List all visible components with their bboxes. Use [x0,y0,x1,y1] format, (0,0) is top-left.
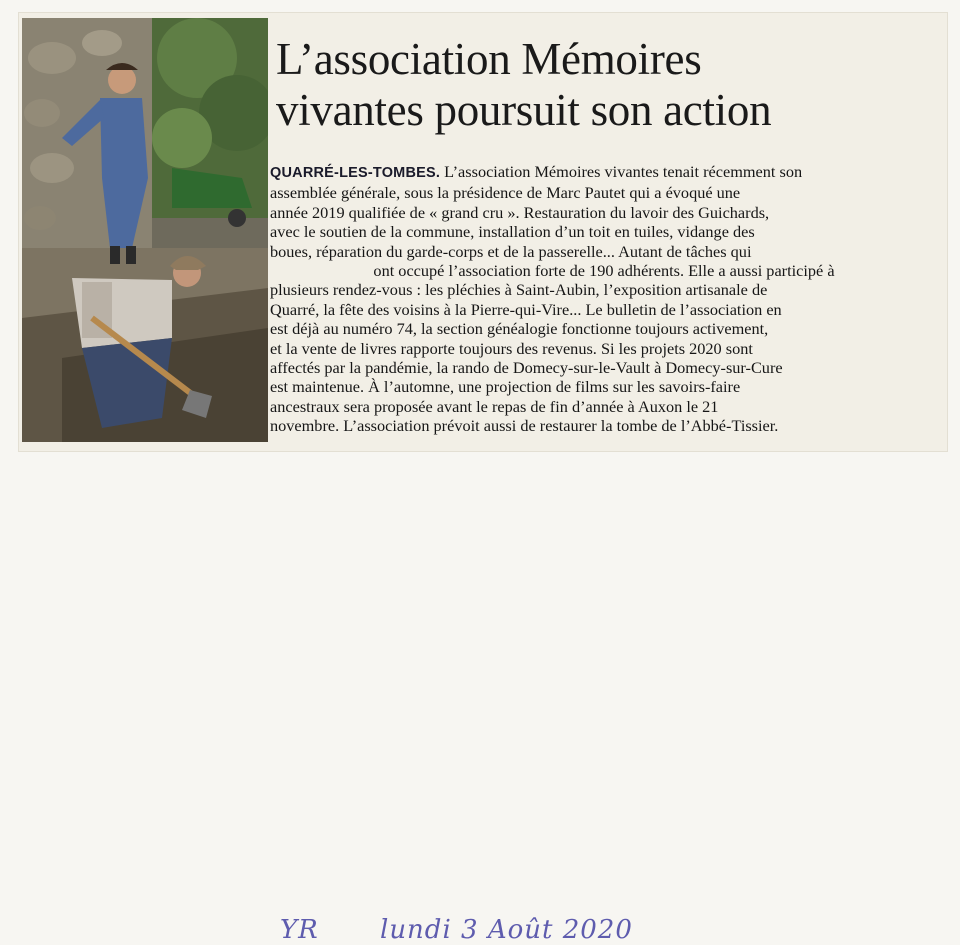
article-photo [22,18,268,442]
body-line: boues, réparation du garde-corps et de la passerelle... Autant de tâches qui [270,241,752,261]
body-line: assemblée générale, sous la présidence de Marc Pautet qui a évoqué une [270,183,741,203]
body-line [270,162,938,183]
handwritten-annotation [0,455,960,945]
handwritten-date: lundi 3 Août 2020 [380,915,633,945]
body-line: Quarré, la fête des voisins à la Pierre-qui-Vire... Le bulletin de l’association en [270,299,782,319]
newspaper-clipping [18,12,948,452]
body-line: affectés par la pandémie, la rando de Domecy-sur-le-Vault à Domecy-sur-Cure [270,358,783,378]
body-line: plusieurs rendez-vous : les pléchies à Saint-Aubin, l’exposition artisanale de [270,280,768,300]
article-body [270,162,938,436]
handwritten-source: YR [280,915,319,945]
body-line: novembre. L’association prévoit aussi de restaurer la tombe de l’Abbé-Tissier. [270,416,779,436]
photo-illustration [22,18,268,442]
body-line-text: L’association Mémoires vivantes tenait récemment son [444,162,803,181]
body-line: ancestraux sera proposée avant le repas de fin d’année à Auxon le 21 [270,396,719,416]
body-line: est déjà au numéro 74, la section généalogie fonctionne toujours activement, [270,319,769,339]
headline-line-2: vivantes poursuit son action [276,85,772,135]
dateline: QUARRÉ-LES-TOMBES. [270,165,441,181]
headline-line-1: L’association Mémoires [276,34,702,84]
body-line: année 2019 qualifiée de « grand cru ». Restauration du lavoir des Guichards, [270,202,770,222]
body-line: et la vente de livres rapporte toujours des revenus. Si les projets 2020 sont [270,338,753,358]
body-line: avec le soutien de la commune, installation d’un toit en tuiles, vidange des [270,222,755,242]
body-line: est maintenue. À l’automne, une projection de films sur les savoirs-faire [270,377,741,397]
body-line: ont occupé l’association forte de 190 adhérents. Elle a aussi participé à [373,261,835,281]
article-headline [276,34,936,136]
